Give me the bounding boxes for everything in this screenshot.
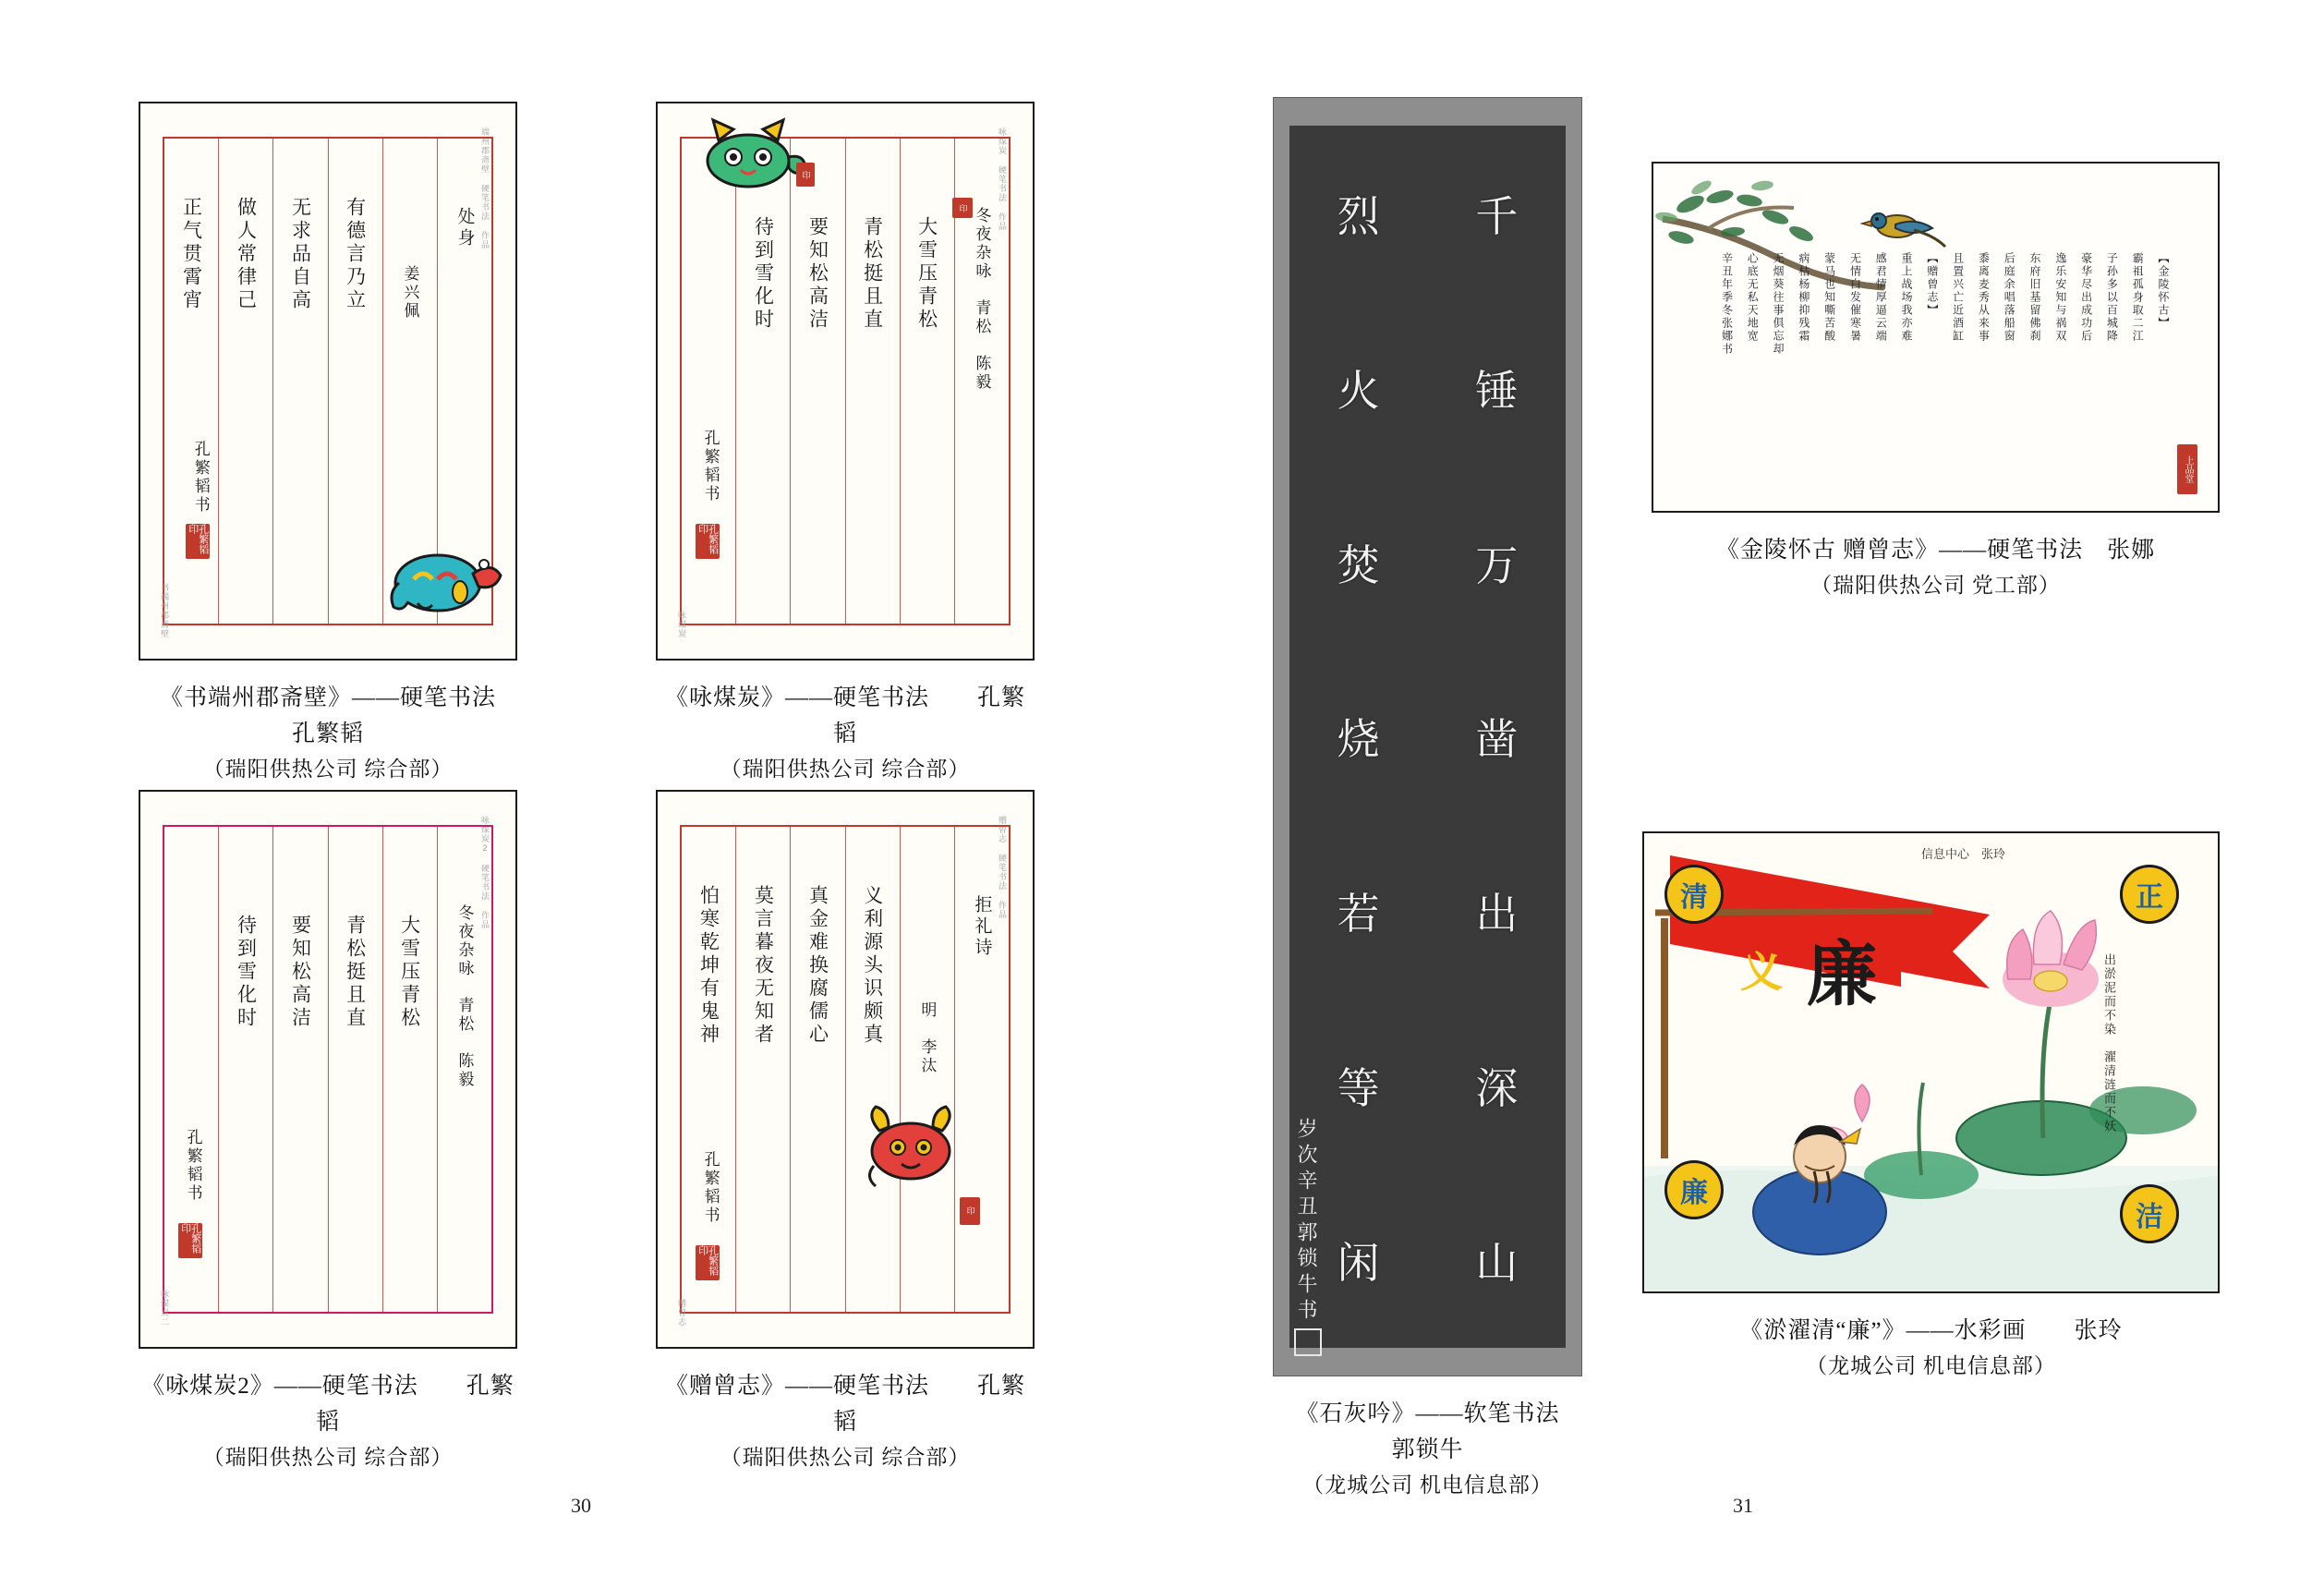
- column-text: 要知松高洁: [806, 216, 829, 333]
- artwork-shihui-yin: [1273, 97, 1608, 1497]
- column-text: 义利源头识颇真: [861, 885, 884, 1048]
- caption-affiliation: （瑞阳供热公司 综合部）: [720, 1445, 971, 1469]
- caption-affiliation: （龙城公司 机电信息部）: [1806, 1353, 2056, 1377]
- poem-column: 病枯杨柳抑残霜: [1797, 252, 1810, 343]
- calligraphy-sheet: [658, 792, 1033, 1347]
- caption-affiliation: （瑞阳供热公司 综合部）: [720, 757, 971, 781]
- sheet-foot-note: 书端州郡斋壁: [160, 583, 169, 638]
- artwork-jinling-huaigu-zeng-zengzhi: [1652, 162, 2220, 651]
- column-text: 有德言乃立: [344, 197, 367, 313]
- signature-text: 孔繁韬书: [184, 1128, 202, 1203]
- poem-block: [1713, 252, 2175, 356]
- column-text: 怕寒乾坤有鬼神: [697, 885, 720, 1048]
- sheet-margin-note: 咏煤炭2 硬笔书法 作品: [480, 816, 490, 929]
- sheet-foot-note: 赠曾志: [677, 1299, 686, 1327]
- caption-title: 《咏煤炭2》——硬笔书法 孔繁韬: [141, 1374, 514, 1435]
- text-column: [954, 827, 1009, 1312]
- text-column: [328, 139, 382, 624]
- corner-seal: 印: [960, 1197, 980, 1225]
- column-text: 待到雪化时: [752, 216, 775, 333]
- rubbing-char: 深: [1475, 1065, 1519, 1113]
- poem-column: 豪华尽出成功后: [2079, 252, 2093, 343]
- page-number-right: 31: [1733, 1494, 1753, 1517]
- artist-seal: 孔繁韬印: [178, 1223, 202, 1258]
- page-right: [1162, 0, 2324, 1588]
- sheet-margin-note: 赠曾志 硬笔书法 作品: [998, 816, 1007, 919]
- column-text: 大雪压青松: [398, 914, 421, 1030]
- poem-column: 【金陵怀古】: [2157, 252, 2170, 330]
- calligraphy-sheet: [658, 103, 1033, 659]
- artwork-shu-duanzhou-junzhai-bi: [139, 102, 521, 781]
- ruled-grid: [163, 825, 492, 1314]
- artwork-frame: [656, 102, 1035, 661]
- column-text: 无求品自高: [289, 197, 312, 313]
- caption-title: 《咏煤炭》——硬笔书法 孔繁韬: [664, 685, 1025, 746]
- medal-qing: 清: [1664, 865, 1724, 924]
- rubbing-column: [1428, 126, 1567, 1347]
- text-column: [790, 139, 844, 624]
- poster-author-note: 信息中心 张玲: [1921, 847, 2006, 861]
- column-text: 拒礼诗: [972, 894, 992, 959]
- column-text: 处身: [454, 206, 475, 249]
- sheet-margin-note: 咏煤炭 硬笔书法 作品: [998, 127, 1007, 231]
- rubbing-char: 凿: [1475, 716, 1519, 764]
- column-text: 真金难换腐儒心: [806, 885, 829, 1048]
- artwork-zeng-zengzhi: [656, 790, 1035, 1469]
- artist-seal: 孔繁韬印: [186, 524, 210, 559]
- signature-text: 孔繁韬书: [191, 440, 210, 515]
- poem-column: 且置兴亡近酒缸: [1951, 252, 1965, 343]
- artwork-frame: [656, 790, 1035, 1349]
- artwork-caption: [656, 681, 1035, 785]
- poem-column: 蒙马也知嘶苦酸: [1822, 252, 1836, 343]
- poem-column: 霸祖孤身取二江: [2131, 252, 2145, 343]
- rubbing-char: 闲: [1337, 1240, 1380, 1288]
- rubbing-char: 出: [1475, 891, 1519, 939]
- calligraphy-sheet: [140, 792, 515, 1347]
- artwork-caption: [1652, 533, 2220, 601]
- column-text: 姜兴佩: [401, 264, 419, 321]
- poem-column: 辛丑年季冬张娜书: [1720, 252, 1734, 356]
- artwork-caption: [139, 681, 521, 785]
- rubbing-char: 山: [1475, 1240, 1519, 1288]
- artwork-caption: [656, 1369, 1035, 1473]
- caption-affiliation: （瑞阳供热公司 综合部）: [202, 1445, 454, 1469]
- artwork-caption: [1273, 1397, 1608, 1501]
- sheet-foot-note: 咏煤炭: [677, 611, 686, 638]
- column-text: 青松挺且直: [861, 216, 884, 333]
- poem-column: 逸乐安知与祸双: [2053, 252, 2067, 343]
- text-column: [682, 827, 735, 1312]
- rubbing-char: 等: [1337, 1065, 1380, 1113]
- poem-column: 东府旧基留佛刹: [2028, 252, 2042, 343]
- medal-lian: 廉: [1664, 1160, 1724, 1219]
- text-column: [900, 139, 954, 624]
- text-column: [845, 139, 900, 624]
- column-text: 冬夜杂咏 青松 陈毅: [455, 904, 474, 1090]
- rubbing-signature: 岁次辛丑郭锁牛书: [1294, 1117, 1318, 1325]
- medal-zheng: 正: [2120, 865, 2179, 924]
- poem-column: 感君情厚逼云端: [1874, 252, 1888, 343]
- rubbing-char: 万: [1475, 541, 1519, 589]
- text-column: [382, 827, 437, 1312]
- text-column: [790, 827, 844, 1312]
- poster-side-note: 出淤泥而不染 濯清涟而不妖: [2102, 953, 2116, 1133]
- caption-title: 《赠曾志》——硬笔书法 孔繁韬: [664, 1374, 1025, 1435]
- poem-column: 后庭余唱落船窗: [2003, 252, 2016, 343]
- column-text: 冬夜杂咏 青松 陈毅: [973, 206, 991, 392]
- rubbing-char: 烈: [1337, 192, 1380, 240]
- calligraphy-sheet: [140, 103, 515, 659]
- poem-column: 子孙多以百城降: [2105, 252, 2119, 343]
- rubbing-char: 火: [1337, 367, 1380, 415]
- poster-frame: [1642, 831, 2220, 1293]
- sheet-margin-note: 端州郡斋壁 硬笔书法 作品: [480, 127, 490, 249]
- column-text: 做人常律己: [235, 197, 258, 313]
- banner-sub-character: 义: [1740, 949, 1783, 996]
- artist-seal: 孔繁韬印: [696, 1245, 720, 1280]
- sheet-foot-note: 咏煤炭二: [160, 1290, 169, 1327]
- text-column: [735, 139, 790, 624]
- artwork-yong-meitan: [656, 102, 1035, 781]
- text-column: [328, 827, 382, 1312]
- caption-affiliation: （龙城公司 机电信息部）: [1302, 1473, 1553, 1497]
- artwork-frame: [139, 102, 517, 661]
- rubbing-char: 千: [1475, 192, 1519, 240]
- text-column: [735, 827, 790, 1312]
- caption-affiliation: （瑞阳供热公司 党工部）: [1810, 573, 2061, 597]
- page-number-left: 30: [571, 1494, 591, 1517]
- studio-seal: 上品堂: [2177, 444, 2197, 494]
- artwork-yuzhuo-qing-lian: [1642, 831, 2220, 1377]
- poem-column: 黍离麦秀从来事: [1977, 252, 1991, 343]
- poem-column: 无情白发催寒暑: [1848, 252, 1862, 343]
- artwork-frame: [139, 790, 517, 1349]
- ox-figurine-decoration: [857, 1097, 968, 1194]
- medal-jie: 洁: [2120, 1184, 2179, 1243]
- artwork-caption: [139, 1369, 517, 1473]
- text-column: [845, 827, 900, 1312]
- corner-seal: 印: [796, 163, 815, 187]
- stone-rubbing: [1273, 97, 1582, 1376]
- text-column: [272, 139, 327, 624]
- text-column: [272, 827, 327, 1312]
- column-text: 待到雪化时: [235, 914, 258, 1030]
- corner-seal: 印: [952, 198, 973, 218]
- caption-title: 《石灰吟》——软笔书法 郭锁牛: [1295, 1401, 1608, 1462]
- artist-seal: 孔繁韬印: [696, 524, 720, 559]
- column-text: 大雪压青松: [915, 216, 938, 333]
- signature-text: 孔繁韬书: [701, 429, 720, 503]
- tiger-figurine-decoration: [381, 526, 510, 627]
- text-column: [218, 827, 272, 1312]
- caption-title: 《金陵怀古 赠曾志》——硬笔书法 张娜: [1715, 538, 2156, 563]
- poem-column: 重上战场我亦难: [1900, 252, 1914, 343]
- text-column: [218, 139, 272, 624]
- text-column: [437, 827, 491, 1312]
- rubbing-char: 若: [1337, 891, 1380, 939]
- rubbing-seal: [1294, 1328, 1322, 1356]
- rubbing-plate: [1289, 126, 1567, 1347]
- column-text: 莫言暮夜无知者: [752, 885, 775, 1048]
- text-column: [900, 827, 954, 1312]
- artwork-yong-meitan-2: [139, 790, 517, 1469]
- rubbing-char: 锤: [1475, 367, 1519, 415]
- column-text: 要知松高洁: [289, 914, 312, 1030]
- banner-main-character: 廉: [1807, 937, 1877, 1014]
- poem-column: 心底无私天地宽: [1746, 252, 1760, 343]
- column-text: 青松挺且直: [344, 914, 367, 1030]
- cat-figurine-decoration: [689, 109, 809, 197]
- rubbing-char: 焚: [1337, 541, 1380, 589]
- caption-title: 《书端州郡斋壁》——硬笔书法 孔繁韬: [159, 685, 521, 746]
- caption-title: 《淤濯清“廉”》——水彩画 张玲: [1739, 1318, 2123, 1343]
- rubbing-char: 烧: [1337, 716, 1380, 764]
- column-text: 正气贯霄宵: [180, 197, 203, 313]
- caption-affiliation: （瑞阳供热公司 综合部）: [202, 757, 454, 781]
- ruled-grid: [680, 825, 1010, 1314]
- signature-text: 孔繁韬书: [701, 1150, 720, 1225]
- poem-column: 无烟葵往事俱忘却: [1772, 252, 1785, 356]
- painting-frame: [1652, 162, 2220, 513]
- column-text: 明 李汰: [918, 1001, 937, 1075]
- poem-column: 【赠曾志】: [1925, 252, 1939, 317]
- artwork-caption: [1642, 1314, 2220, 1382]
